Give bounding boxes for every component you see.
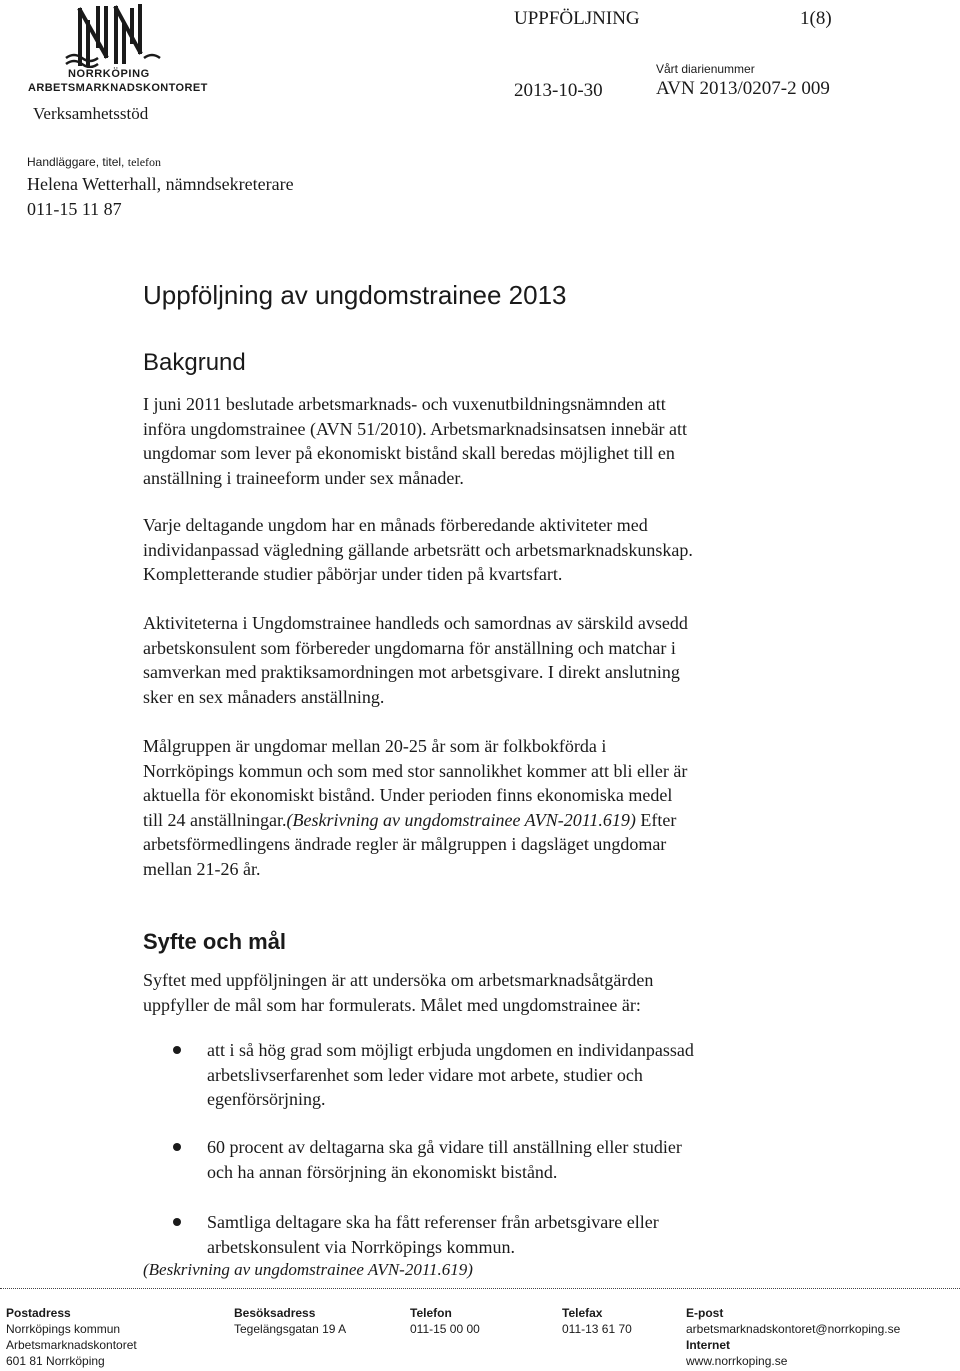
footer-heading: Besöksadress — [234, 1306, 316, 1320]
text-line: Varje deltagande ungdom har en månads förberedande aktiviteter med — [143, 515, 648, 535]
text-line: 60 procent av deltagarna ska gå vidare till anställning eller studier — [207, 1137, 682, 1157]
logo-line-1: NORRKÖPING — [68, 68, 150, 80]
footer-line: Norrköpings kommun — [6, 1322, 121, 1336]
text-fragment: Efter — [635, 809, 677, 830]
text-line: uppfyller de mål som har formulerats. Målet med ungdomstrainee är: — [143, 994, 641, 1015]
paragraph-3 — [143, 611, 823, 709]
text-line: mellan 21-26 år. — [143, 858, 261, 879]
handler-label-a: Handläggare, titel, — [27, 155, 128, 169]
paragraph-2 — [143, 513, 823, 587]
footer-heading: Postadress — [6, 1306, 71, 1320]
paragraph-1 — [143, 392, 823, 490]
footer-heading: Telefax — [562, 1306, 603, 1320]
footer-besoksadress — [234, 1305, 346, 1337]
section-heading-bakgrund: Bakgrund — [143, 349, 246, 376]
list-item-text — [207, 1135, 682, 1184]
text-line: arbetskonsulent via Norrköpings kommun. — [207, 1236, 515, 1257]
footer-heading: Telefon — [410, 1306, 452, 1320]
bullet-icon — [173, 1046, 181, 1054]
footer-line: 011-13 61 70 — [562, 1322, 632, 1336]
footer-telefax — [562, 1305, 632, 1337]
text-line: I juni 2011 beslutade arbetsmarknads- och vuxenutbildningsnämnden att — [143, 394, 666, 414]
handler-label-b: telefon — [127, 155, 162, 169]
text-line: arbetslivserfarenhet som leder vidare mot arbete, studier och — [207, 1064, 643, 1085]
logo-emblem — [28, 2, 196, 68]
page-number: 1(8) — [800, 8, 832, 29]
text-line: arbetskonsulent som förbereder ungdomarna för anställning och matchar i — [143, 637, 676, 658]
text-line: egenförsörjning. — [207, 1089, 326, 1110]
text-line: samverkan med praktiksamordningen mot arbetsgivare. I direkt anslutning — [143, 662, 680, 683]
footer-postadress — [6, 1305, 137, 1369]
paragraph-4 — [143, 734, 823, 882]
footer-heading: E-post — [686, 1306, 724, 1320]
footer-line: 601 81 Norrköping — [6, 1354, 105, 1368]
text-line: ungdomar som lever på ekonomiskt bistånd skall beredas möjlighet till en — [143, 443, 675, 464]
text-line: Norrköpings kommun och som med stor sannolikhet kommer att bli eller är — [143, 760, 688, 781]
footer-line: 011-15 00 00 — [410, 1322, 480, 1336]
footer-divider — [0, 1288, 960, 1289]
department-unit: Verksamhetsstöd — [33, 104, 149, 123]
logo-line-2: ARBETSMARKNADSKONTORET — [28, 82, 208, 94]
paragraph-5 — [143, 968, 823, 1017]
text-line: Aktiviteterna i Ungdomstrainee handleds och samordnas av särskild avsedd — [143, 613, 688, 633]
text-line-mixed — [143, 808, 823, 833]
footer-line: Arbetsmarknadskontoret — [6, 1338, 137, 1352]
footer-epost — [686, 1305, 900, 1369]
text-line: sker en sex månaders anställning. — [143, 686, 385, 707]
inline-reference: (Beskrivning av ungdomstrainee AVN-2011.619) — [286, 809, 636, 830]
norrkoping-crown-logo-icon — [28, 2, 196, 94]
document-date: 2013-10-30 — [514, 80, 603, 101]
text-line: anställning i traineeform under sex månader. — [143, 467, 464, 488]
diary-number: AVN 2013/0207-2 009 — [656, 78, 830, 99]
text-fragment: till 24 anställningar. — [143, 809, 287, 830]
text-line: och ha annan försörjning än ekonomiskt bistånd. — [207, 1161, 558, 1182]
text-line: Kompletterande studier påbörjar under tiden på kvartsfart. — [143, 564, 563, 585]
handler-name: Helena Wetterhall, nämndsekreterare — [27, 174, 294, 194]
text-line: Samtliga deltagare ska ha fått referenser från arbetsgivare eller — [207, 1212, 659, 1232]
website-link[interactable]: www.norrkoping.se — [686, 1354, 788, 1368]
diary-number-label: Vårt diarienummer — [656, 62, 755, 76]
reference-note: (Beskrivning av ungdomstrainee AVN-2011.619) — [143, 1260, 473, 1279]
text-line: aktuella för ekonomiskt bistånd. Under perioden finns ekonomiska medel — [143, 785, 673, 806]
document-type: UPPFÖLJNING — [514, 8, 640, 29]
list-item-text — [207, 1210, 659, 1259]
footer-line: Tegelängsgatan 19 A — [234, 1322, 347, 1336]
section-heading-syfte: Syfte och mål — [143, 929, 287, 954]
email-link[interactable]: arbetsmarknadskontoret@norrkoping.se — [686, 1322, 901, 1336]
handler-phone: 011-15 11 87 — [27, 199, 122, 219]
handler-label — [27, 155, 161, 170]
text-line: Målgruppen är ungdomar mellan 20-25 år som är folkbokförda i — [143, 736, 607, 756]
text-line: att i så hög grad som möjligt erbjuda ungdomen en individanpassad — [207, 1040, 694, 1060]
text-line: Syftet med uppföljningen är att undersöka om arbetsmarknadsåtgärden — [143, 970, 654, 990]
page-title: Uppföljning av ungdomstrainee 2013 — [143, 280, 567, 310]
text-line: införa ungdomstrainee (AVN 51/2010). Arbetsmarknadsinsatsen innebär att — [143, 418, 688, 439]
list-item-text — [207, 1038, 694, 1112]
bullet-icon — [173, 1218, 181, 1226]
text-line: individanpassad vägledning gällande arbetsrätt och arbetsmarknadskunskap. — [143, 539, 693, 560]
footer-telefon — [410, 1305, 480, 1337]
text-line: arbetsförmedlingens ändrade regler är målgruppen i dagsläget ungdomar — [143, 834, 667, 855]
footer-heading-internet: Internet — [686, 1338, 731, 1352]
bullet-icon — [173, 1143, 181, 1151]
